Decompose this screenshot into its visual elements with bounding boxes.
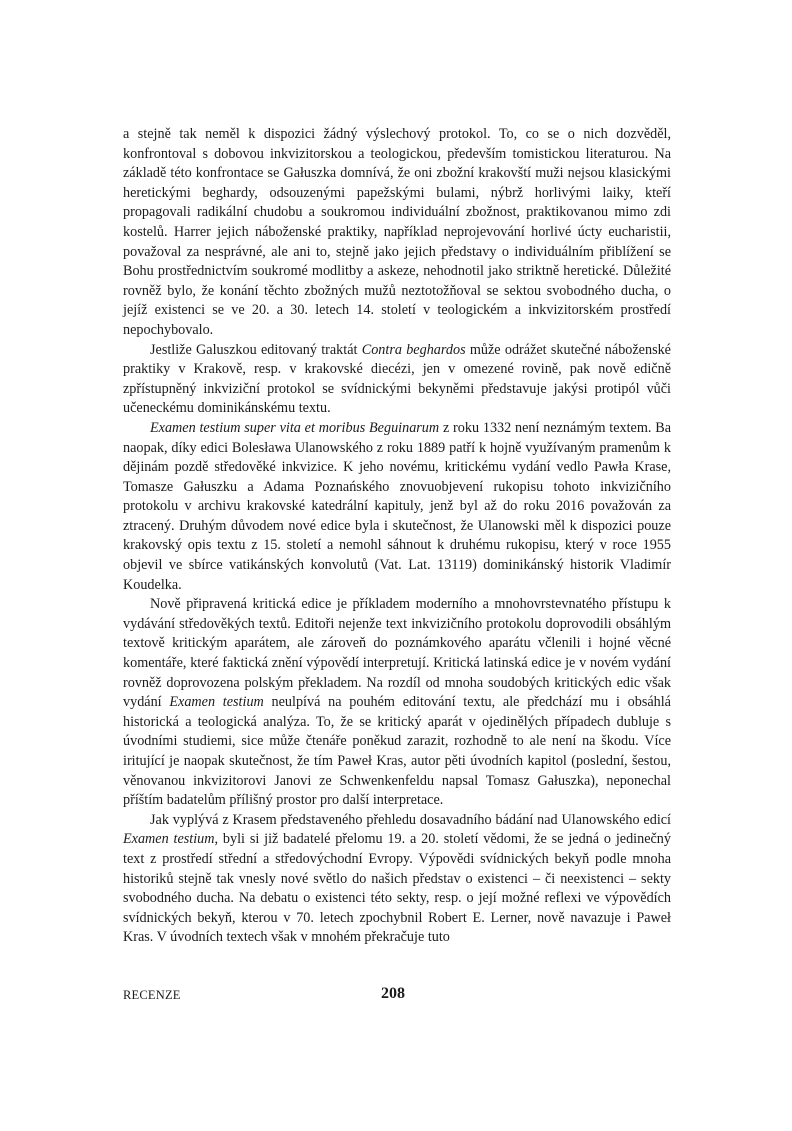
paragraph-text: z roku 1332 není neznámým textem. Ba naopak, díky edici Bolesława Ulanowského z roku 1889 patří k hojně využívaným pramenům k dějinám pozdě středověké inkvizice. K jeho novému, kritickému vydání vedlo Pawła Krase, Tomasze Gałuszku a Adama Poznańského znovuobjevení rukopisu tohoto inkvizičního protokolu v archivu krakovské katedrální kapituly, jenž byl až do roku 2016 považován za ztracený. Druhým důvodem nové edice byla i skutečnost, že Ulanowski měl k dispozici pouze krakovský opis textu z 15. století a nemohl sáhnout k druhému rukopisu, který v roce 1955 objevil ve sbírce vatikánských konvolutů (Vat. Lat. 13119) dominikánský historik Vladimír Koudelka. [123, 419, 671, 593]
italic-title-examen-testium: Examen testium [123, 831, 215, 848]
paragraph-text: Jestliže Galuszkou editovaný traktát [150, 341, 362, 358]
paragraph-text: , byli si již badatelé přelomu 19. a 20. století vědomi, že se jedná o jedinečný text z prostředí střední a středovýchodní Evropy. Výpovědi svídnických bekyň podle mnoha historiků stejně tak vnesly nové světlo do našich představ o existenci – či neexistenci – sekty svobodného ducha. Na debatu o existenci této sekty, resp. o její možné reflexi ve výpovědích svídnických bekyň, kterou v 70. letech zpochybnil Robert E. Lerner, nově navazuje i Paweł Kras. V úvodních textech však v mnohém překračuje tuto [123, 831, 671, 946]
article-body [123, 125, 671, 948]
paragraph-4 [123, 595, 671, 811]
italic-title-examen-testium: Examen testium [169, 694, 264, 711]
paragraph-text: Nově připravená kritická edice je příkladem moderního a mnohovrstevnatého přístupu k vydávání středověkých textů. Editoři nejenže text inkvizičního protokolu doprovodili obsáhlým textově kritickým aparátem, ale zároveň do poznámkového aparátu včlenili i hojné věcné komentáře, které faktická znění výpovědí interpretují. Kritická latinská edice je v novém vydání rovněž doprovozena polským překladem. Na rozdíl od mnoha soudobých kritických edic však vydání [123, 596, 671, 711]
paragraph-text: Jak vyplývá z Krasem představeného přehledu dosavadního bádání nad Ulanowského edicí [150, 811, 671, 828]
paragraph-2 [123, 341, 671, 419]
italic-title-examen-testium-full: Examen testium super vita et moribus Beguinarum [150, 419, 440, 436]
paragraph-1 [123, 125, 671, 341]
paragraph-text: může odrážet skutečné náboženské praktiky v Krakově, resp. v krakovské diecézi, jen v omezené rovině, pak nově edičně zpřístupněný inkviziční protokol se svídnickými bekyněmi představuje jakýsi protipól vůči učeneckému dominikánskému textu. [123, 341, 671, 417]
running-footer-section: RECENZE [123, 988, 181, 1002]
page-number: 208 [381, 985, 405, 1002]
italic-title-contra-beghardos: Contra beghardos [361, 341, 466, 358]
paragraph-3 [123, 419, 671, 595]
paragraph-text: a stejně tak neměl k dispozici žádný výslechový protokol. To, co se o nich dozvěděl, konfrontoval s dobovou inkvizitorskou a teologickou, především tomistickou literaturou. Na základě této konfrontace se Gałuszka domnívá, že oni zbožní krakovští muži nejsou klasickými heretickými beghardy, odsouzenými papežskými bulami, nýbrž horlivými laiky, kteří propagovali radikální chudobu a soukromou individuální zbožnost, praktikovanou mimo zdi kostelů. Harrer jejich náboženské praktiky, například neprojevování horlivé úcty eucharistii, považoval za nesprávné, ale ani to, stejně jako jejich představy o individuálním přiblížení se Bohu prostřednictvím soukromé modlitby a askeze, nehodnotil jako striktně heretické. Důležité rovněž bylo, že konání těchto zbožných mužů neztotožňoval se sektou svobodného ducha, o jejíž existenci se ve 20. a 30. letech 14. století v teologickém a inkvizitorském prostředí nepochybovalo. [123, 126, 671, 338]
paragraph-text: neulpívá na pouhém editování textu, ale předchází mu i obsáhlá historická a teologická analýza. To, že se kritický aparát v ojedinělých případech dubluje s úvodními studiemi, sice může čtenáře poněkud zarazit, rozhodně to ale není na škodu. Více iritující je naopak skutečnost, že tím Paweł Kras, autor pěti úvodních kapitol (poslední, šestou, věnovanou inkvizitorovi Janovi ze Schwenkenfeldu napsal Tomasz Gałuszka), neponechal příštím badatelům přílišný prostor pro další interpretace. [123, 694, 671, 809]
paragraph-5 [123, 811, 671, 948]
